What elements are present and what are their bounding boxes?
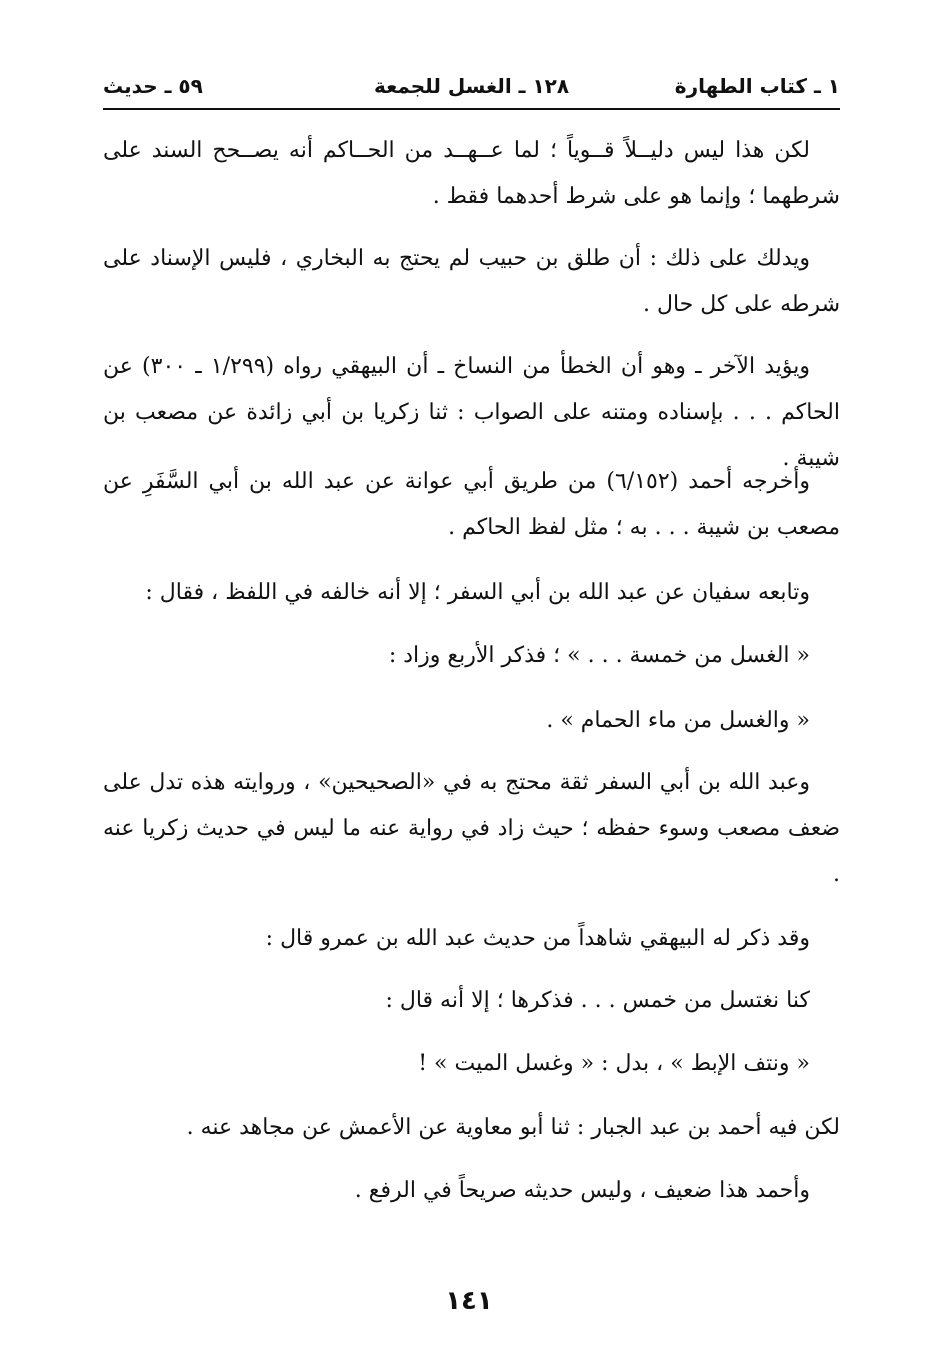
quote-line-2: « والغسل من ماء الحمام » . bbox=[546, 708, 810, 733]
paragraph-7: وقد ذكر له البيهقي شاهداً من حديث عبد الله بن عمرو قال : bbox=[265, 926, 810, 951]
paragraph-4: وأخرجه أحمد (٦/١٥٢) من طريق أبي عوانة عن عبد الله بن أبي السَّفَرِ عن مصعب بن شيبة . . . به ؛ مثل لفظ الحاكم . bbox=[103, 469, 840, 540]
paragraph-5: وتابعه سفيان عن عبد الله بن أبي السفر ؛ إلا أنه خالفه في اللفظ ، فقال : bbox=[145, 580, 810, 605]
quote-line-3: « ونتف الإبط » ، بدل : « وغسل الميت » ! bbox=[418, 1051, 810, 1076]
paragraph-10: وأحمد هذا ضعيف ، وليس حديثه صريحاً في الرفع . bbox=[354, 1178, 810, 1203]
paragraph-8: كنا نغتسل من خمس . . . فذكرها ؛ إلا أنه قال : bbox=[385, 988, 810, 1013]
running-header bbox=[103, 70, 840, 110]
paragraph-3: ويؤيد الآخر ـ وهو أن الخطأ من النساخ ـ أن البيهقي رواه (١/٢٩٩ ـ ٣٠٠) عن الحاكم . . . بإسناده ومتنه على الصواب : ثنا زكريا بن أبي زائدة عن مصعب بن شيبة . bbox=[103, 354, 840, 471]
paragraph-1: لكن هذا ليس دليــلاً قــوياً ؛ لما عــهــد من الحــاكم أنه يصــحح السند على شرطهما ؛ وإنما هو على شرط أحدهما فقط . bbox=[103, 138, 840, 209]
header-book-title: ١ ـ كتاب الطهارة bbox=[674, 74, 840, 98]
paragraph-6: وعبد الله بن أبي السفر ثقة محتج به في «الصحيحين» ، وروايته هذه تدل على ضعف مصعب وسوء حفظه ؛ حيث زاد في رواية عنه ما ليس في حديث زكريا عنه . bbox=[103, 770, 840, 887]
paragraph-9: لكن فيه أحمد بن عبد الجبار : ثنا أبو معاوية عن الأعمش عن مجاهد عنه . bbox=[186, 1115, 840, 1140]
header-chapter-title: ١٢٨ ـ الغسل للجمعة bbox=[373, 74, 570, 98]
paragraph-2: ويدلك على ذلك : أن طلق بن حبيب لم يحتج به البخاري ، فليس الإسناد على شرطه على كل حال . bbox=[103, 246, 840, 317]
quote-line-1: « الغسل من خمسة . . . » ؛ فذكر الأربع وزاد : bbox=[388, 643, 810, 668]
header-hadith-number: ٥٩ ـ حديث bbox=[103, 74, 203, 98]
page-number: ١٤١ bbox=[445, 1286, 493, 1316]
